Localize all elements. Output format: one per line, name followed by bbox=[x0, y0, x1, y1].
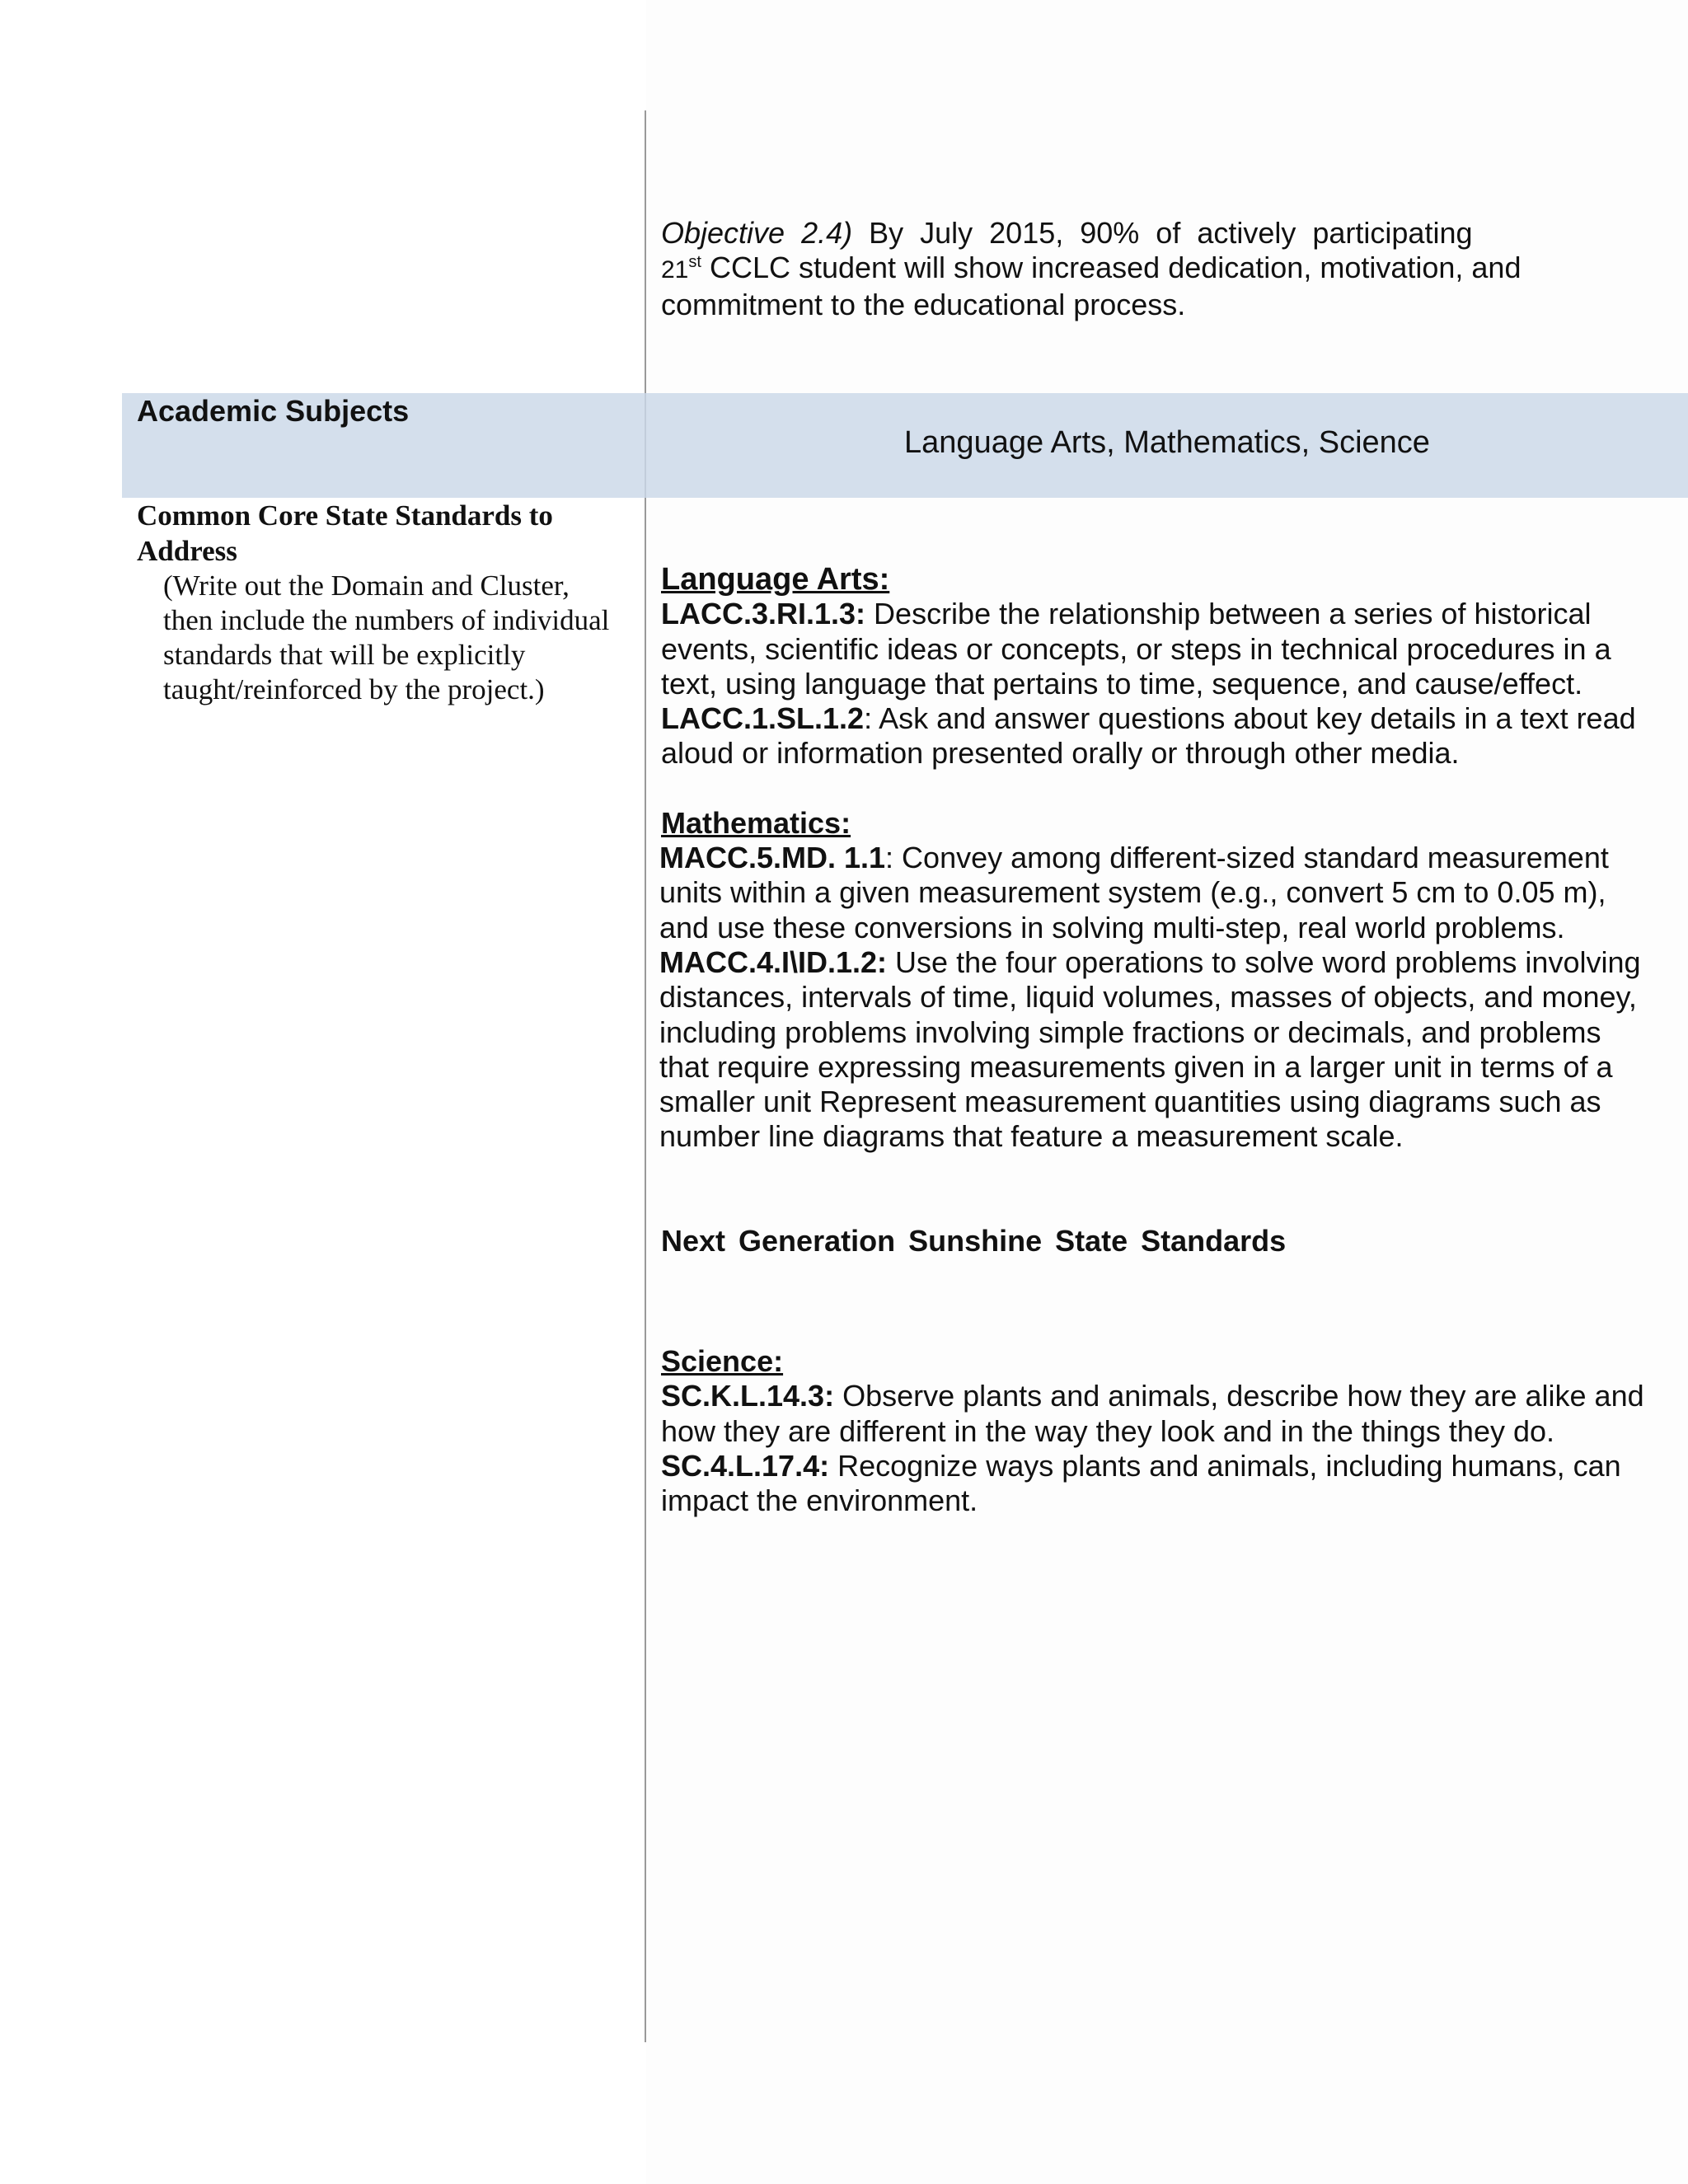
standard-text: : Convey among different-sized standard measurement units within a given measurement system (e.g., convert 5 cm to 0.05 m), and use these conversions in solving multi-step, real world problems. bbox=[659, 841, 1609, 944]
standard-code: LACC.1.SL.1.2 bbox=[661, 701, 865, 736]
standard-text: Observe plants and animals, describe how they are alike and how they are different in the way they look and in the things they do. bbox=[661, 1379, 1644, 1448]
standard-code: SC.4.L.17.4: bbox=[661, 1448, 830, 1483]
standard-item bbox=[661, 597, 1650, 701]
standard-item bbox=[659, 841, 1650, 945]
objective-sup-number: 21 bbox=[661, 256, 689, 284]
standard-text: : Ask and answer questions about key details in a text read aloud or information presented orally or through other media. bbox=[661, 701, 1636, 771]
standards-title: Common Core State Standards to Address bbox=[137, 499, 553, 567]
academic-subjects-label: Academic Subjects bbox=[137, 394, 410, 428]
standard-code: MACC.5.MD. 1.1 bbox=[659, 841, 886, 875]
standard-text: Use the four operations to solve word problems involving distances, intervals of time, liquid volumes, masses of objects, and money, including problems involving simple fractions or decimals, and problems that require expressing measurements given in a larger unit in terms of a smaller unit Represent measurement quantities using diagrams such as number line diagrams that feature a measurement scale. bbox=[659, 944, 1641, 1154]
standard-code: SC.K.L.14.3: bbox=[661, 1379, 835, 1413]
standard-code: LACC.3.RI.1.3: bbox=[661, 597, 866, 631]
objective-text bbox=[661, 216, 1568, 322]
language-arts-heading: Language Arts: bbox=[661, 562, 890, 597]
standards-label-cell bbox=[137, 498, 615, 707]
science-heading: Science: bbox=[661, 1344, 784, 1379]
standard-item bbox=[661, 1449, 1650, 1519]
ngsss-heading-text: Next Generation Sunshine State Standards bbox=[661, 1223, 1287, 1258]
standard-item bbox=[659, 945, 1650, 1155]
objective-line1: By July 2015, 90% of actively participating bbox=[869, 216, 1473, 250]
objective-label: Objective 2.4) bbox=[661, 216, 853, 250]
objective-sup-suffix: st bbox=[688, 253, 701, 271]
standard-code: MACC.4.I\ID.1.2: bbox=[659, 944, 888, 979]
objective-line2: CCLC student will show increased dedication, motivation, and bbox=[709, 251, 1522, 284]
standards-content bbox=[661, 562, 1650, 1519]
objective-line3: commitment to the educational process. bbox=[661, 288, 1186, 321]
standard-item bbox=[661, 701, 1650, 771]
standard-text: Recognize ways plants and animals, including humans, can impact the environment. bbox=[661, 1448, 1621, 1518]
ngsss-heading bbox=[661, 1224, 1650, 1258]
standard-item bbox=[661, 1379, 1650, 1449]
mathematics-heading: Mathematics: bbox=[661, 805, 851, 840]
standard-text: Describe the relationship between a series of historical events, scientific ideas or concepts, or steps in technical procedures in a text, using language that pertains to time, sequence, and cause/effect. bbox=[661, 597, 1611, 701]
standards-note: (Write out the Domain and Cluster, then include the numbers of individual standards that will be explicitly taught/reinforced by the project.) bbox=[163, 569, 610, 705]
academic-subjects-value: Language Arts, Mathematics, Science bbox=[904, 425, 1430, 460]
